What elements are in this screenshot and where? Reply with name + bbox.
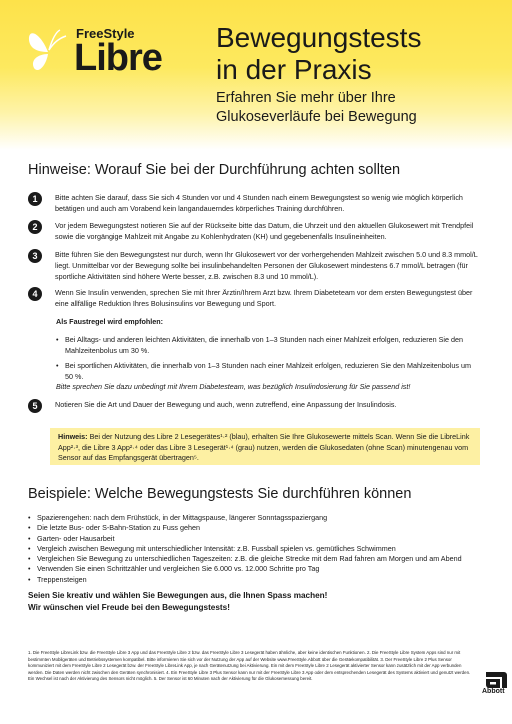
closing-line1: Seien Sie kreativ und wählen Sie Bewegungen aus, die Ihnen Spass machen! — [28, 591, 328, 600]
rule-note: Bitte sprechen Sie dazu unbedingt mit Ihrem Diabetesteam, was bezüglich Insulindosierung für Sie passend ist! — [56, 382, 411, 391]
examples-heading: Beispiele: Welche Bewegungstests Sie durchführen können — [28, 486, 412, 502]
freestyle-libre-logo — [26, 22, 176, 92]
page-subtitle-line1: Erfahren Sie mehr über Ihre — [216, 90, 396, 106]
example-item: • Verwenden Sie einen Schrittzähler und vergleichen Sie 6.000 vs. 12.000 Schritte pro Tag — [28, 564, 488, 574]
page-title-line2: in der Praxis — [216, 54, 372, 85]
note-text: Bei der Nutzung des Libre 2 Lesegerätes¹·² (blau), erhalten Sie Ihre Glukosewerte mittels Scan. Wenn Sie die LibreLink App²·³, die Libre 3 App²·⁴ oder das Libre 3 Lesegerät¹·⁴ (grau) nutzen, werden die Glukosedaten (ohne Scan) minutengenau vom Sensor auf das Empfangsgerät übertragen⁵. — [58, 432, 470, 462]
butterfly-icon — [26, 24, 70, 74]
note-box — [50, 428, 480, 465]
hint-text: Wenn Sie Insulin verwenden, sprechen Sie mit Ihrer Ärztin/Ihrem Arzt bzw. Ihrem Diabeteteam vor dem ersten Bewegungstest über eine allfällige Reduktion Ihres Bolusinsulins vor Bewegung und Sport. — [55, 288, 473, 308]
example-item: • Garten- oder Hausarbeit — [28, 534, 488, 544]
rule-list — [56, 334, 476, 382]
example-item: • Spazierengehen: nach dem Frühstück, in der Mittagspause, längerer Sonntagsspaziergang — [28, 513, 488, 523]
hint-text: Bitte führen Sie den Bewegungstest nur durch, wenn Ihr Glukosewert vor der vorhergehenden Mahlzeit zwischen 5.0 und 8.3 mmol/L liegt. Unmittelbar vor der Bewegung sollte bei insulinbehandelten Personen der Glukosewert mindestens 6.7 mmol/L betragen (für sportliche Aktivitäten sind höhere Werte besser, z.B. zwischen 8.3 und 10 mmol/L). — [55, 250, 478, 281]
example-item: • Vergleichen Sie Bewegung zu unterschiedlichen Tageszeiten: z.B. die gleiche Strecke mit dem Rad fahren am Morgen und am Abend — [28, 554, 488, 564]
example-item: • Vergleich zwischen Bewegung mit unterschiedlicher Intensität: z.B. Fussball spielen vs. gemütliches Schwimmen — [28, 544, 488, 554]
rule-heading: Als Faustregel wird empfohlen: — [56, 317, 164, 326]
footnotes: 1. Die FreeStyle LibreLink bzw. die FreeStyle Libre 3 App und das FreeStyle Libre 2 bzw. das FreeStyle Libre 3 Lesegerät haben ähnliche, aber keine identischen Funktionen. 2. Die FreeStyle Libre System Apps sind nur mit bestimmten Mobilgeräten und Betriebssystemen kompatibel. Bitte informieren Sie sich vor der Nutzung der App auf der Website www.FreeStyle.Abbott über die Gerätekompatibilität. 3. Der FreeStyle Libre 2 Plus Sensor kommuniziert mit dem FreeStyle Libre 2 Lesegerät bzw. der FreeStyle LibreLink App, je nach Gerätenutzung bei Aktivierung. Ein mit dem FreeStyle Libre 2 Lesegerät aktivierter Sensor kann zusätzlich mit der App verbunden werden. Die Daten werden nicht zwischen den Geräten synchronisiert. 4. Ein FreeStyle Libre 3 Plus Sensor kann nur mit der FreeStyle Libre 3 App oder dem entsprechenden Lesegerät des Systems aktiviert und genutzt werden. Ein Wechsel ist nach der Aktivierung des Sensors nicht möglich. 5. Der Sensor ist 60 Minuten nach der Aktivierung für die Glukosemessung bereit. — [28, 650, 471, 682]
abbott-wordmark: Abbott — [482, 688, 505, 695]
example-item: • Die letzte Bus- oder S-Bahn-Station zu Fuss gehen — [28, 523, 488, 533]
page-subtitle — [216, 89, 417, 127]
step-number: 2 — [28, 220, 42, 234]
closing-line2: Wir wünschen viel Freude bei den Bewegungstests! — [28, 603, 230, 612]
logo-libre-text: Libre — [74, 37, 162, 79]
step-number: 4 — [28, 287, 42, 301]
hint-text: Bitte achten Sie darauf, dass Sie sich 4 Stunden vor und 4 Stunden nach einem Bewegungstest so wenig wie möglich körperlich betätigen und auch am Vorabend kein langandauerndes körperliches Training durchführen. — [55, 193, 463, 213]
rule-item: • Bei Alltags- und anderen leichten Aktivitäten, die innerhalb von 1–3 Stunden nach einer Mahlzeit erfolgen, reduzieren Sie den Mahlzeitenbolus um 30 %. — [56, 334, 476, 356]
note-label: Hinweis: — [58, 432, 88, 441]
hint-text: Vor jedem Bewegungstest notieren Sie auf der Rückseite bitte das Datum, die Uhrzeit und den aktuellen Glukosewert mit Trendpfeil sowie die vorgängige Mahlzeit mit Angabe zu Kohlenhydraten (KH) und gegebenenfalls Insulineinheiten. — [55, 221, 474, 241]
step-number: 3 — [28, 249, 42, 263]
step-number: 5 — [28, 399, 42, 413]
rule-item: • Bei sportlichen Aktivitäten, die innerhalb von 1–3 Stunden nach einer Mahlzeit erfolgen, reduzieren Sie den Mahlzeitenbolus um 50 %. — [56, 360, 476, 382]
hint-text: Notieren Sie die Art und Dauer der Bewegung und auch, wenn zutreffend, eine Anpassung der Insulindosis. — [55, 400, 397, 409]
step-number: 1 — [28, 192, 42, 206]
page-subtitle-line2: Glukoseverläufe bei Bewegung — [216, 109, 417, 125]
logo-freestyle-text: FreeStyle — [76, 26, 135, 41]
page-header — [0, 0, 512, 150]
page-title-line1: Bewegungstests — [216, 22, 422, 53]
closing-text — [28, 590, 327, 614]
examples-list — [28, 513, 488, 585]
hints-heading: Hinweise: Worauf Sie bei der Durchführung achten sollten — [28, 162, 401, 178]
page-title — [216, 22, 421, 86]
example-item: • Treppensteigen — [28, 575, 488, 585]
